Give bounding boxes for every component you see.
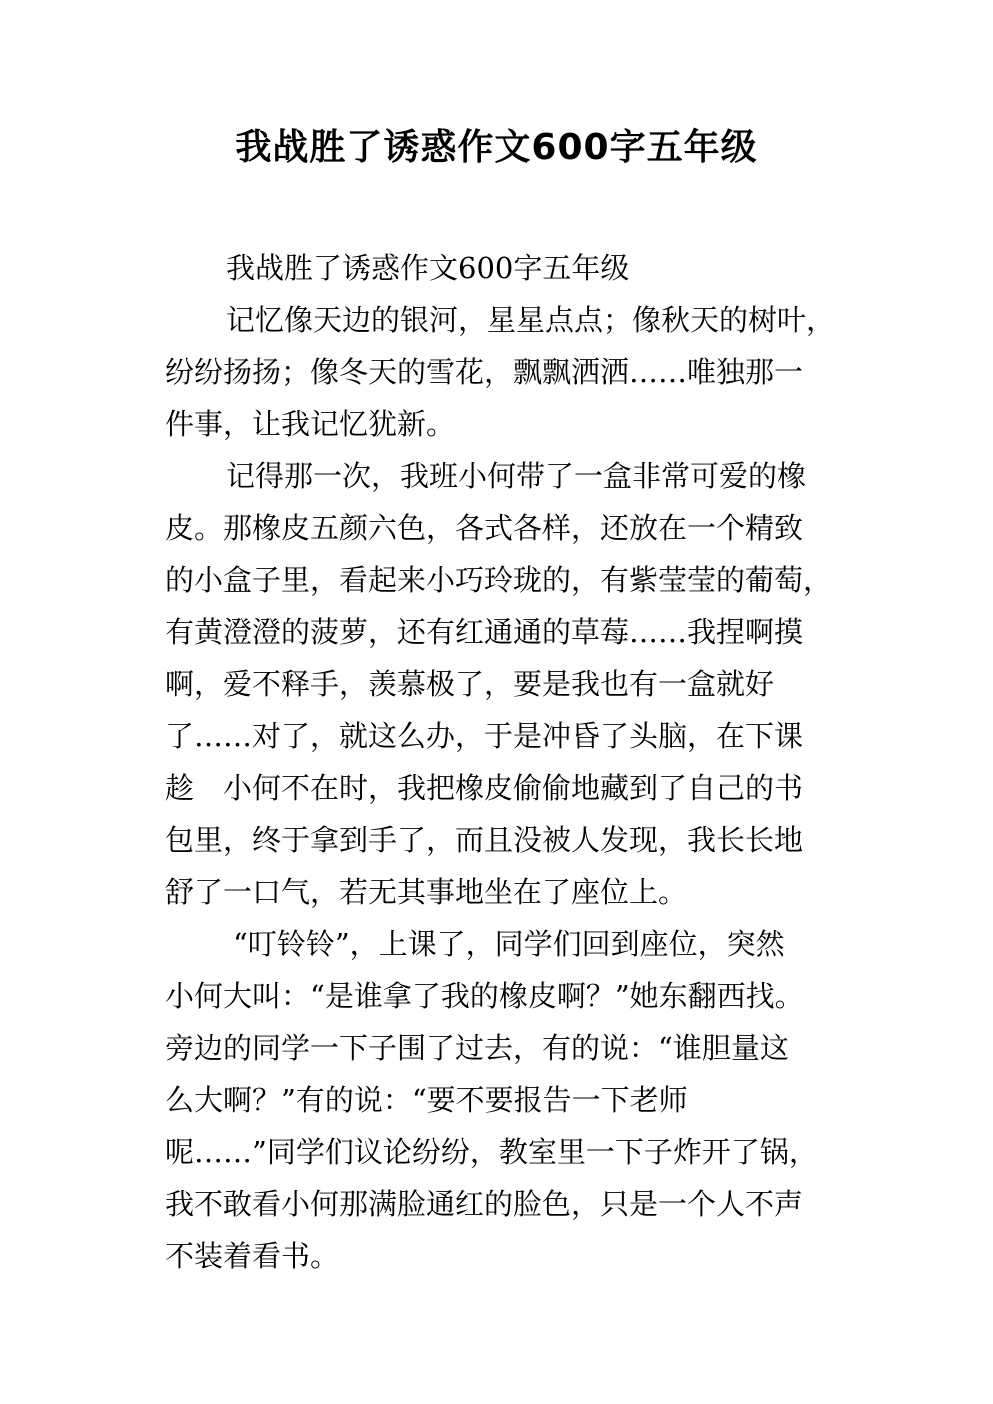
body-line: 记得那一次，我班小何带了一盒非常可爱的橡: [226, 459, 807, 493]
body-line: 旁边的同学一下子围了过去，有的说：“谁胆量这: [165, 1031, 789, 1065]
body-line: 了……对了，就这么办，于是冲昏了头脑，在下课: [165, 719, 804, 753]
body-line: 皮。那橡皮五颜六色，各式各样，还放在一个精致: [165, 511, 804, 545]
body-line: 件事，让我记忆犹新。: [165, 407, 456, 441]
body-line: 呢……”同学们议论纷纷，教室里一下子炸开了锅，: [165, 1135, 818, 1169]
body-line: 么大啊？”有的说：“要不要报告一下老师: [165, 1083, 688, 1117]
body-line: 纷纷扬扬；像冬天的雪花，飘飘洒洒……唯独那一: [165, 355, 804, 389]
body-line: “叮铃铃”，上课了，同学们回到座位，突然: [233, 927, 785, 961]
body-line: 舒了一口气，若无其事地坐在了座位上。: [165, 875, 688, 909]
body-line: 不装着看书。: [165, 1239, 340, 1273]
document-body: [165, 242, 845, 1282]
body-line: 趁 小何不在时，我把橡皮偷偷地藏到了自己的书: [165, 771, 804, 805]
document-title: 我战胜了诱惑作文600字五年级: [235, 127, 758, 168]
body-line: 啊，爱不释手，羡慕极了，要是我也有一盒就好: [165, 667, 775, 701]
body-line: 小何大叫：“是谁拿了我的橡皮啊？”她东翻西找。: [165, 979, 804, 1013]
body-line: 的小盒子里，看起来小巧玲珑的，有紫莹莹的葡萄，: [165, 563, 833, 597]
body-line: 记忆像天边的银河，星星点点；像秋天的树叶，: [226, 303, 836, 337]
body-line: 有黄澄澄的菠萝，还有红通通的草莓……我捏啊摸: [165, 615, 804, 649]
body-line: 包里，终于拿到手了，而且没被人发现，我长长地: [165, 823, 804, 857]
body-line: 我战胜了诱惑作文600字五年级: [226, 251, 630, 285]
body-line: 我不敢看小何那满脸通红的脸色，只是一个人不声: [165, 1187, 804, 1221]
